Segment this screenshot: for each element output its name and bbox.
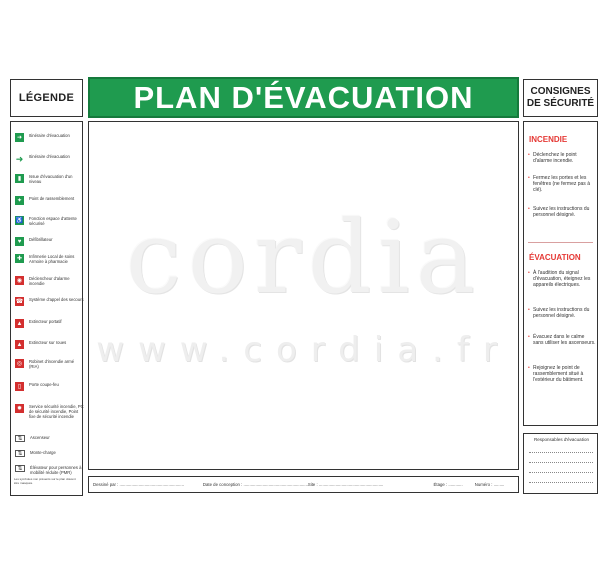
legend-item — [11, 450, 84, 457]
evacuation-instruction — [528, 334, 596, 346]
watermark-logo: cordia — [125, 199, 482, 316]
bullet-icon: • — [528, 152, 530, 158]
legend-item — [11, 237, 84, 246]
legend-footnote: Les symboles non présents sur le plan doivent être masqués. — [14, 477, 76, 485]
legend-item-label: Porte coupe-feu — [29, 382, 59, 387]
drawn-by-field: Dessiné par : ...................................................... — [93, 482, 184, 487]
consignes-title — [523, 79, 598, 117]
evacuation-heading: ÉVACUATION — [529, 253, 581, 262]
plan-area — [88, 121, 519, 470]
extinguisher-icon: ▲ — [16, 320, 23, 327]
bullet-icon: • — [528, 206, 530, 212]
site-field: Site : ...................................................... — [307, 482, 384, 487]
legend-item-label: Extincteur sur roues — [29, 340, 67, 345]
bullet-icon: • — [528, 270, 530, 276]
legend-item-label: Élévateur pour personnes à mobilité réduite (PMR) — [30, 465, 82, 475]
consignes-title-line-1: CONSIGNES — [530, 86, 591, 97]
legend-item-label: Robinet d'incendie armé (RIA) — [29, 359, 75, 369]
legend-title: LÉGENDE — [10, 79, 83, 117]
incendie-heading: INCENDIE — [529, 135, 568, 144]
legend-item-label: Monte-charge — [30, 450, 56, 455]
design-date-field: Date de conception : ...................................................... — [202, 482, 308, 487]
legend-item-label: Service sécurité incendie, PC de sécurité incendie, Point fixe de sécurité incendie — [29, 404, 84, 419]
pmr-lift-icon: ⇅ — [15, 465, 25, 472]
legend-item-label: Extincteur portatif — [29, 319, 62, 324]
instruction-text: Suivez les instructions du personnel désigné. — [533, 206, 590, 218]
legend-item — [11, 465, 84, 475]
consignes-title-line-2: DE SÉCURITÉ — [526, 98, 595, 109]
legend-item-label: Défibrillateur — [29, 237, 53, 242]
watermark-url: www.cordia.fr — [96, 330, 511, 370]
responsables-title: Responsables d'évacuation — [534, 437, 589, 442]
bullet-icon: • — [528, 334, 530, 340]
legend-item — [11, 133, 84, 142]
evacuation-instruction — [528, 270, 596, 288]
legend-item — [11, 404, 84, 419]
legend-item-label: Fonction espace d'attente sécurisé — [29, 216, 77, 226]
responsable-line — [529, 462, 593, 463]
bullet-icon: • — [528, 307, 530, 313]
emergency-phone-icon: ☎ — [15, 298, 24, 305]
legend-item — [11, 297, 84, 306]
legend-item — [11, 174, 84, 184]
legend-item — [11, 359, 84, 369]
wheeled-extinguisher-icon: ▲ — [16, 341, 23, 348]
exit-door-icon: ▮ — [15, 174, 24, 183]
arrow-right-icon: ➜ — [15, 153, 24, 164]
responsable-line — [529, 472, 593, 473]
legend-item-label: Ascenseur — [30, 435, 50, 440]
responsable-line — [529, 452, 593, 453]
legend-item — [11, 319, 84, 328]
legend-item — [11, 382, 84, 391]
fire-security-icon: ✹ — [16, 405, 23, 412]
legend-item — [11, 340, 84, 349]
legend-item — [11, 254, 84, 264]
freight-elevator-icon: ⇅ — [15, 450, 25, 457]
responsable-line — [529, 482, 593, 483]
incendie-instruction — [528, 206, 596, 218]
instruction-text: Fermez les portes et les fenêtres (ne fermez pas à clé). — [533, 175, 590, 193]
number-field: Numéro : ......... — [474, 482, 505, 487]
legend-item — [11, 196, 84, 205]
instruction-text: À l'audition du signal d'évacuation, éteignez les appareils électriques. — [533, 270, 591, 288]
first-aid-cross-icon: ✚ — [16, 255, 23, 262]
assembly-point-icon: ✦ — [16, 197, 23, 204]
floor-field: Étage : ............ — [433, 482, 463, 487]
evacuation-instruction — [528, 307, 596, 319]
bullet-icon: • — [528, 175, 530, 181]
defibrillator-icon: ♥ — [15, 237, 24, 246]
legend-item-label: Déclencheur d'alarme incendie — [29, 276, 70, 286]
plan-title: PLAN D'ÉVACUATION — [88, 77, 519, 118]
info-bar — [88, 476, 519, 493]
evacuation-instruction — [528, 365, 596, 383]
legend-item-label: Système d'appel des secours — [29, 297, 84, 302]
incendie-instruction — [528, 175, 596, 193]
section-divider — [528, 242, 593, 243]
legend-item-label: Infirmerie Local de soins Armoire à pharmacie — [29, 254, 75, 264]
legend-item-label: Issue d'évacuation d'un niveau — [29, 174, 73, 184]
wheelchair-icon: ♿ — [15, 217, 24, 224]
instruction-text: Rejoignez le point de rassemblement situé à l'extérieur du bâtiment. — [533, 365, 584, 383]
consignes-panel — [523, 121, 598, 426]
legend-item-label: Itinéraire d'évacuation — [29, 154, 70, 159]
instruction-text: Suivez les instructions du personnel désigné. — [533, 307, 590, 319]
legend-panel — [10, 121, 83, 496]
responsables-panel — [523, 433, 598, 494]
fire-hose-icon: ◎ — [16, 360, 23, 367]
bullet-icon: • — [528, 365, 530, 371]
instruction-text: Déclenchez le point d'alarme incendie. — [533, 152, 577, 164]
incendie-instruction — [528, 152, 596, 164]
instruction-text: Évacuez dans le calme sans utiliser les ascenseurs. — [533, 334, 596, 346]
elevator-icon: ⇅ — [15, 435, 25, 442]
legend-item — [11, 154, 84, 163]
fire-alarm-icon: ◉ — [16, 277, 23, 284]
legend-item — [11, 435, 84, 442]
fire-door-icon: ▯ — [15, 382, 24, 391]
arrow-right-icon: ➜ — [16, 134, 23, 141]
legend-item-label: Itinéraire d'évacuation — [29, 133, 70, 138]
legend-item — [11, 276, 84, 286]
legend-item — [11, 216, 84, 226]
legend-item-label: Point de rassemblement — [29, 196, 75, 201]
